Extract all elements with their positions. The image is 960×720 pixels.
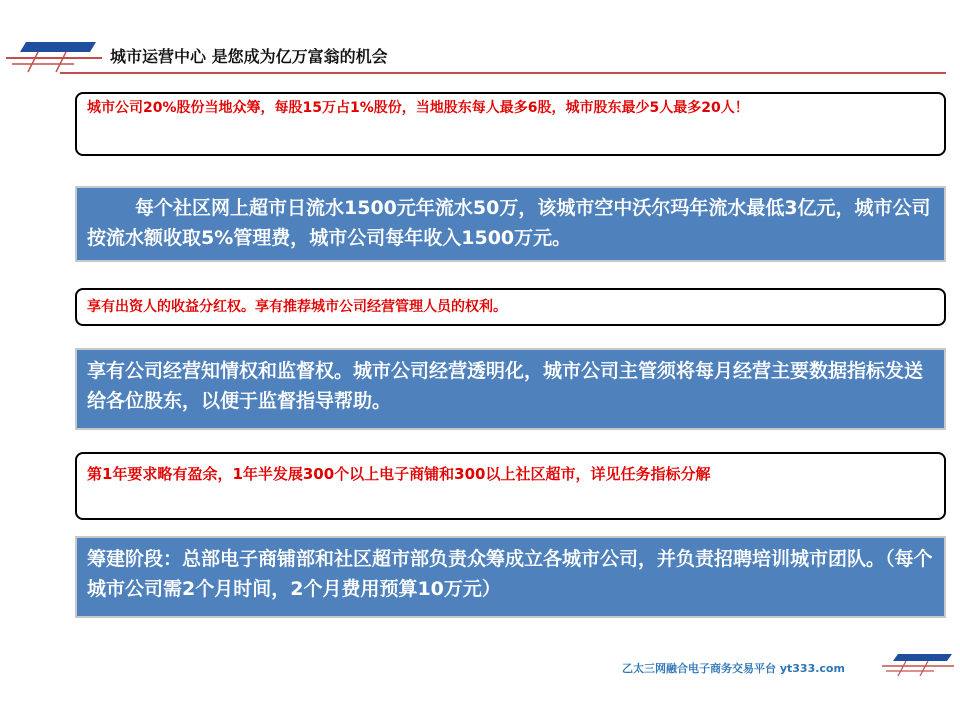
- dividend-rights-text: 享有出资人的收益分红权。享有推荐城市公司经营管理人员的权利。: [87, 299, 507, 315]
- preparation-stage-text: 筹建阶段：总部电子商铺部和社区超市部负责众筹成立各城市公司，并负责招聘培训城市团队。（每个城市公司需2个月时间，2个月费用预算10万元）: [87, 548, 933, 600]
- supervision-rights-text: 享有公司经营知情权和监督权。城市公司经营透明化，城市公司主管须将每月经营主要数据指标发送给各位股东，以便于监督指导帮助。: [87, 360, 924, 412]
- revenue-info-text: 每个社区网上超市日流水1500元年流水50万，该城市空中沃尔玛年流水最低3亿元，城市公司按流水额收取5%管理费，城市公司每年收入1500万元。: [87, 197, 931, 249]
- first-year-goal-box: [75, 452, 946, 520]
- dividend-rights-box: [75, 288, 946, 326]
- crowdfunding-info-text: 城市公司20%股份当地众筹，每股15万占1%股份，当地股东每人最多6股，城市股东最少5人最多20人！: [87, 100, 749, 116]
- crowdfunding-info-box: [75, 92, 946, 156]
- page-title: 城市运营中心 是您成为亿万富翁的机会: [110, 47, 388, 66]
- preparation-stage-box: [75, 536, 946, 618]
- first-year-goal-text: 第1年要求略有盈余，1年半发展300个以上电子商铺和300以上社区超市，详见任务指标分解: [87, 465, 711, 483]
- revenue-info-box: [75, 186, 946, 262]
- header-divider: [60, 72, 946, 74]
- logo-icon: [4, 40, 104, 74]
- footer-logo-icon: [880, 652, 956, 678]
- supervision-rights-box: [75, 348, 946, 430]
- footer-text: 乙太三网融合电子商务交易平台 yt333.com: [622, 662, 845, 675]
